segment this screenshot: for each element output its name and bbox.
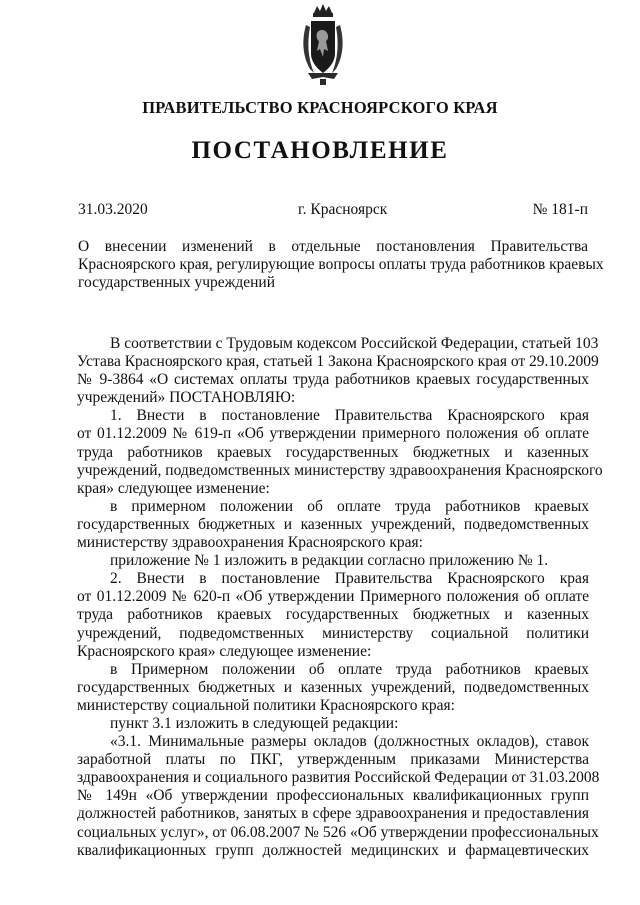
body-line: должностей работников, занятых в сфере здравоохранения и предоставления — [77, 805, 589, 823]
body-line: квалификационных групп должностей медицинских и фармацевтических — [77, 841, 589, 859]
coat-of-arms-emblem — [298, 3, 348, 87]
body-line: труда работников краевых государственных бюджетных и казенных — [77, 606, 589, 624]
body-line: государственных бюджетных и казенных учреждений, подведомственных — [77, 515, 589, 533]
subject-line: Красноярского края, регулирующие вопросы оплаты труда работников краевых — [78, 256, 604, 273]
body-line: «3.1. Минимальные размеры окладов (должностных окладов), ставок — [110, 733, 589, 751]
body-line: края» следующее изменение: — [77, 479, 270, 497]
body-line: от 01.12.2009 № 620-п «Об утверждении Примерного положения об оплате — [77, 588, 589, 606]
document-type-title: ПОСТАНОВЛЕНИЕ — [191, 137, 449, 164]
government-heading: ПРАВИТЕЛЬСТВО КРАСНОЯРСКОГО КРАЯ — [142, 98, 498, 117]
body-line: министерству социальной политики Красноярского края: — [77, 696, 455, 714]
body-line: государственных бюджетных и казенных учреждений, подведомственных — [77, 678, 589, 696]
body-line: учреждений, подведомственных министерству здравоохранения Красноярского — [77, 461, 603, 479]
body-line: № 149н «Об утверждении профессиональных квалификационных групп — [77, 787, 589, 805]
body-line: здравоохранения и социального развития Российской Федерации от 31.03.2008 — [77, 769, 600, 787]
body-line: приложение № 1 изложить в редакции согласно приложению № 1. — [110, 552, 549, 570]
body-line: министерству здравоохранения Красноярского края: — [77, 534, 423, 552]
body-line: № 9-3864 «О системах оплаты труда работников краевых государственных — [77, 371, 589, 389]
document-subject — [78, 238, 604, 292]
document-body — [77, 335, 603, 860]
body-line: 1. Внести в постановление Правительства Красноярского края — [110, 407, 589, 425]
body-line: учреждений, подведомственных министерству социальной политики — [77, 624, 589, 642]
body-line: в примерном положении об оплате труда работников краевых — [110, 497, 589, 515]
body-line: В соответствии с Трудовым кодексом Российской Федерации, статьей 103 — [110, 335, 599, 352]
subject-line: О внесении изменений в отдельные постановления Правительства — [78, 238, 588, 255]
body-line: труда работников краевых государственных бюджетных и казенных — [77, 443, 589, 461]
body-line: 2. Внести в постановление Правительства Красноярского края — [110, 570, 589, 588]
body-line: учреждений» ПОСТАНОВЛЯЮ: — [77, 389, 296, 407]
document-number: № 181-п — [532, 201, 588, 218]
body-line: в Примерном положении об оплате труда работников краевых — [110, 660, 589, 678]
body-line: от 01.12.2009 № 619-п «Об утверждении примерного положения об оплате — [77, 425, 589, 443]
document-city: г. Красноярск — [298, 201, 388, 218]
body-line: заработной платы по ПКГ, утвержденным приказами Министерства — [77, 751, 589, 769]
body-line: социальных услуг», от 06.08.2007 № 526 «Об утверждении профессиональных — [77, 823, 599, 841]
body-line: пункт 3.1 изложить в следующей редакции: — [110, 714, 399, 732]
subject-line: государственных учреждений — [78, 274, 275, 291]
document-date: 31.03.2020 — [78, 201, 148, 218]
body-line: Красноярского края» следующее изменение: — [77, 642, 372, 660]
body-line: Устава Красноярского края, статьей 1 Закона Красноярского края от 29.10.2009 — [77, 353, 599, 371]
